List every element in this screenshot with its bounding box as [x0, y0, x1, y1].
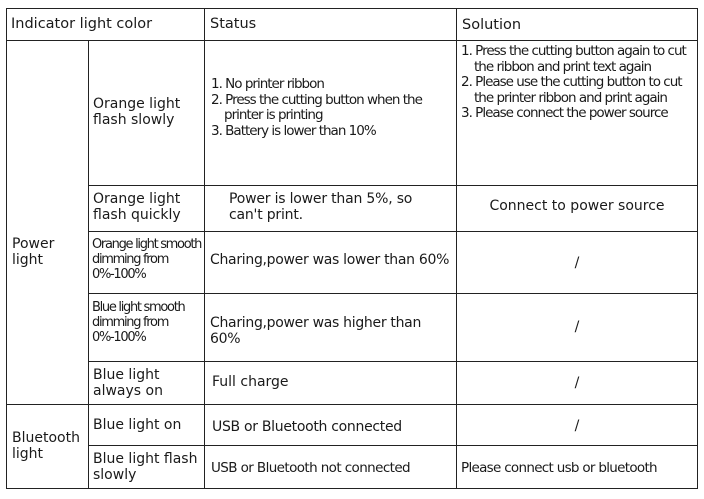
status-item: 1. No printer ribbon [211, 76, 324, 92]
row-divider [88, 293, 697, 294]
header-indicator: Indicator light color [11, 16, 153, 32]
solution-item: 3. Please connect the power source [461, 105, 668, 121]
solution-cell: / [574, 418, 580, 434]
light-cell: Orange light flash slowly [93, 96, 181, 128]
status-cell: Charing,power was lower than 60% [210, 252, 450, 268]
status-cell: USB or Bluetooth connected [212, 419, 402, 435]
status-item: 2. Press the cutting button when the printer is printing [211, 91, 422, 123]
light-cell: Orange light smooth dimming from 0%-100% [92, 237, 202, 282]
solution-item: 1. Press the cutting button again to cut the ribbon and print text again [461, 43, 686, 75]
col-divider [204, 9, 205, 488]
col-divider [456, 9, 457, 488]
row-divider [88, 445, 697, 446]
light-cell: Blue light smooth dimming from 0%-100% [92, 300, 185, 345]
status-cell [211, 77, 455, 139]
solution-item: 2. Please use the cutting button to cut the printer ribbon and print again [461, 74, 682, 106]
group-divider [7, 404, 697, 405]
row-divider [88, 231, 697, 232]
solution-cell: Please connect usb or bluetooth [461, 460, 657, 476]
header-solution: Solution [462, 17, 522, 33]
solution-cell: Connect to power source [489, 198, 665, 214]
status-cell: USB or Bluetooth not connected [211, 460, 411, 476]
header-status: Status [210, 16, 257, 32]
light-cell: Blue light on [93, 417, 182, 433]
solution-cell: / [574, 375, 580, 391]
solution-cell: / [574, 255, 580, 271]
solution-cell: / [574, 319, 580, 335]
row-divider [88, 185, 697, 186]
light-cell: Blue light always on [93, 367, 163, 399]
status-item: 3. Battery is lower than 10% [211, 122, 376, 139]
light-cell: Orange light flash quickly [93, 191, 181, 223]
light-cell: Blue light flash slowly [93, 451, 198, 483]
status-cell: Charing,power was higher than 60% [210, 315, 422, 347]
indicator-table [6, 8, 698, 489]
group-bluetooth-light: Bluetooth light [12, 430, 80, 462]
status-cell: Power is lower than 5%, so can't print. [229, 191, 413, 223]
row-divider [88, 361, 697, 362]
col-divider [88, 40, 89, 488]
group-power-light: Power light [12, 236, 55, 268]
row-divider [7, 40, 697, 41]
solution-cell [461, 44, 697, 122]
status-cell: Full charge [212, 374, 289, 390]
